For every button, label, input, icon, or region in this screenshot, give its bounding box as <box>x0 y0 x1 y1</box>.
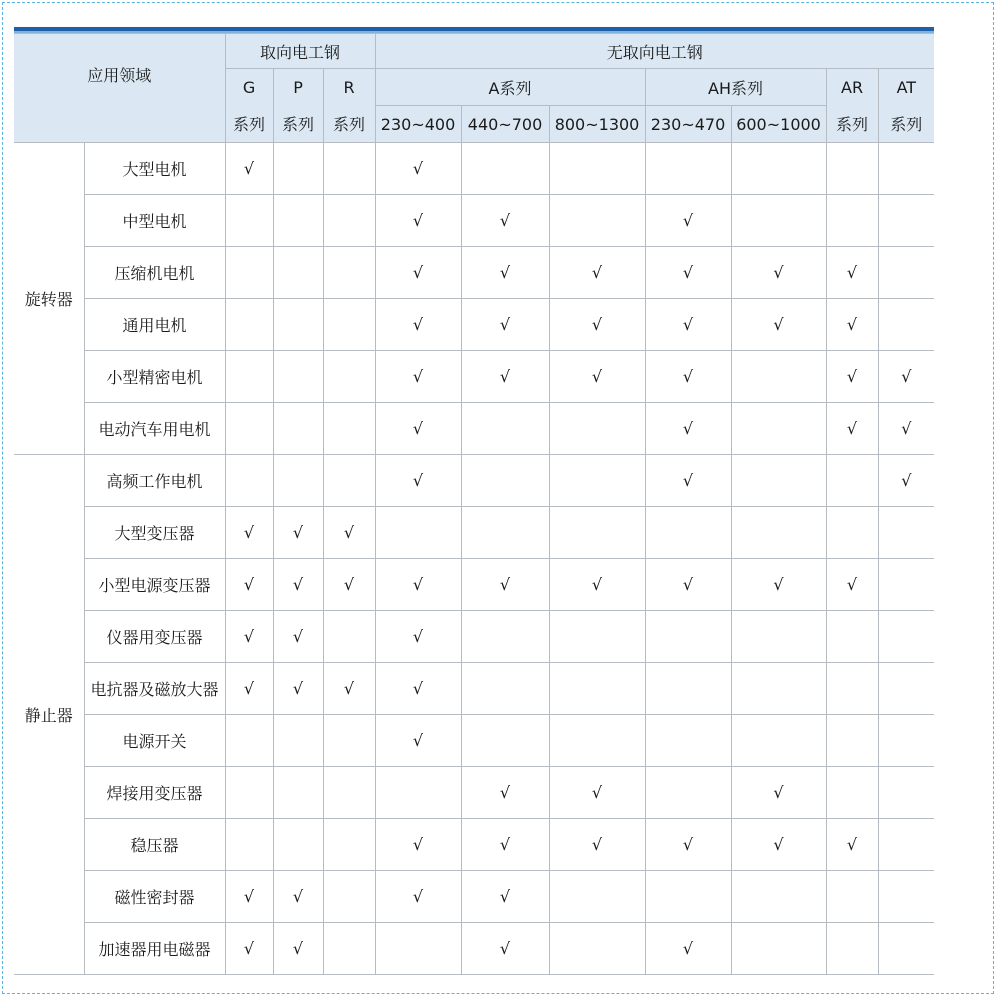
empty-cell <box>731 195 826 247</box>
empty-cell <box>461 455 549 507</box>
check-mark-icon: √ <box>499 939 511 958</box>
empty-cell <box>225 195 273 247</box>
header-series-ar: AR <box>826 69 878 106</box>
check-cell <box>375 247 461 299</box>
check-mark-icon: √ <box>499 835 511 854</box>
check-cell <box>323 663 375 715</box>
check-mark-icon: √ <box>901 471 912 490</box>
empty-cell <box>878 767 934 819</box>
check-cell <box>273 663 323 715</box>
check-mark-icon: √ <box>499 575 511 594</box>
empty-cell <box>645 767 731 819</box>
check-mark-icon: √ <box>682 835 694 854</box>
check-mark-icon: √ <box>846 315 858 334</box>
check-mark-icon: √ <box>499 263 511 282</box>
empty-cell <box>549 871 645 923</box>
check-cell <box>549 767 645 819</box>
check-cell <box>645 455 731 507</box>
empty-cell <box>323 611 375 663</box>
table-row <box>14 767 934 819</box>
table-row <box>14 611 934 663</box>
empty-cell <box>225 715 273 767</box>
category-cell: 静止器 <box>14 455 84 975</box>
empty-cell <box>878 871 934 923</box>
check-mark-icon: √ <box>682 367 694 386</box>
check-cell <box>461 767 549 819</box>
application-name: 小型电源变压器 <box>84 559 225 611</box>
empty-cell <box>461 403 549 455</box>
empty-cell <box>273 767 323 819</box>
empty-cell <box>323 247 375 299</box>
check-mark-icon: √ <box>292 523 304 542</box>
check-cell <box>826 299 878 351</box>
check-mark-icon: √ <box>846 575 858 594</box>
empty-cell <box>731 455 826 507</box>
application-name: 压缩机电机 <box>84 247 225 299</box>
check-mark-icon: √ <box>499 211 511 230</box>
check-cell <box>645 923 731 975</box>
check-cell <box>375 195 461 247</box>
empty-cell <box>826 871 878 923</box>
check-mark-icon: √ <box>591 315 603 334</box>
check-mark-icon: √ <box>412 627 424 646</box>
check-mark-icon: √ <box>682 419 694 438</box>
check-mark-icon: √ <box>846 835 858 854</box>
empty-cell <box>878 559 934 611</box>
table-row <box>14 195 934 247</box>
check-cell <box>645 299 731 351</box>
check-cell <box>273 559 323 611</box>
check-cell <box>549 247 645 299</box>
empty-cell <box>273 455 323 507</box>
header-a-range-2: 440~700 <box>461 106 549 143</box>
empty-cell <box>549 403 645 455</box>
empty-cell <box>826 767 878 819</box>
check-mark-icon: √ <box>773 315 784 334</box>
check-cell <box>273 871 323 923</box>
check-mark-icon: √ <box>343 679 355 698</box>
check-cell <box>826 819 878 871</box>
check-cell <box>375 455 461 507</box>
check-mark-icon: √ <box>682 939 694 958</box>
check-mark-icon: √ <box>243 627 255 646</box>
category-cell: 旋转器 <box>14 143 84 455</box>
empty-cell <box>273 403 323 455</box>
check-mark-icon: √ <box>499 315 511 334</box>
header-series-g: G <box>225 69 273 106</box>
check-cell <box>375 299 461 351</box>
table-row <box>14 299 934 351</box>
empty-cell <box>323 871 375 923</box>
empty-cell <box>645 715 731 767</box>
check-mark-icon: √ <box>773 783 784 802</box>
table-row <box>14 715 934 767</box>
application-name: 电源开关 <box>84 715 225 767</box>
empty-cell <box>731 663 826 715</box>
table-row <box>14 403 934 455</box>
application-name: 电动汽车用电机 <box>84 403 225 455</box>
header-series-ah: AH系列 <box>645 69 826 106</box>
check-cell <box>375 351 461 403</box>
check-cell <box>375 715 461 767</box>
empty-cell <box>461 715 549 767</box>
check-cell <box>461 195 549 247</box>
empty-cell <box>323 715 375 767</box>
header-non-oriented: 无取向电工钢 <box>375 34 934 69</box>
electrical-steel-application-table <box>14 33 934 975</box>
empty-cell <box>878 715 934 767</box>
check-cell <box>878 455 934 507</box>
check-mark-icon: √ <box>591 575 603 594</box>
check-mark-icon: √ <box>292 887 304 906</box>
check-cell <box>645 403 731 455</box>
check-mark-icon: √ <box>412 575 424 594</box>
table-row <box>14 247 934 299</box>
table-row <box>14 455 934 507</box>
check-cell <box>461 559 549 611</box>
check-cell <box>225 559 273 611</box>
empty-cell <box>731 715 826 767</box>
check-cell <box>461 247 549 299</box>
empty-cell <box>549 923 645 975</box>
header-series-r: R <box>323 69 375 106</box>
empty-cell <box>826 507 878 559</box>
check-cell <box>645 247 731 299</box>
check-cell <box>461 871 549 923</box>
check-cell <box>731 247 826 299</box>
header-domain: 应用领域 <box>14 34 225 143</box>
check-mark-icon: √ <box>243 679 255 698</box>
empty-cell <box>731 403 826 455</box>
check-mark-icon: √ <box>682 263 694 282</box>
table-body <box>14 143 934 975</box>
check-mark-icon: √ <box>412 159 424 178</box>
empty-cell <box>273 351 323 403</box>
empty-cell <box>273 247 323 299</box>
empty-cell <box>225 247 273 299</box>
table-row <box>14 143 934 195</box>
empty-cell <box>549 611 645 663</box>
check-cell <box>323 559 375 611</box>
empty-cell <box>878 507 934 559</box>
empty-cell <box>375 507 461 559</box>
check-mark-icon: √ <box>412 887 424 906</box>
empty-cell <box>826 611 878 663</box>
check-mark-icon: √ <box>591 263 603 282</box>
check-cell <box>826 351 878 403</box>
header-ah-range-2: 600~1000 <box>731 106 826 143</box>
table-row <box>14 819 934 871</box>
application-name: 稳压器 <box>84 819 225 871</box>
check-cell <box>225 923 273 975</box>
application-name: 焊接用变压器 <box>84 767 225 819</box>
empty-cell <box>878 195 934 247</box>
application-name: 大型电机 <box>84 143 225 195</box>
empty-cell <box>731 611 826 663</box>
check-mark-icon: √ <box>412 367 424 386</box>
empty-cell <box>323 351 375 403</box>
empty-cell <box>273 299 323 351</box>
application-name: 仪器用变压器 <box>84 611 225 663</box>
check-mark-icon: √ <box>412 471 424 490</box>
empty-cell <box>549 507 645 559</box>
check-cell <box>323 507 375 559</box>
check-cell <box>878 351 934 403</box>
empty-cell <box>273 819 323 871</box>
check-mark-icon: √ <box>412 679 424 698</box>
header-series-label: 系列 <box>225 106 273 143</box>
check-cell <box>375 871 461 923</box>
check-mark-icon: √ <box>682 211 694 230</box>
check-mark-icon: √ <box>682 315 694 334</box>
check-mark-icon: √ <box>682 575 694 594</box>
empty-cell <box>323 819 375 871</box>
empty-cell <box>645 143 731 195</box>
check-mark-icon: √ <box>412 263 424 282</box>
empty-cell <box>878 143 934 195</box>
check-mark-icon: √ <box>901 419 912 438</box>
empty-cell <box>323 299 375 351</box>
check-cell <box>645 195 731 247</box>
check-mark-icon: √ <box>343 575 355 594</box>
check-mark-icon: √ <box>412 731 424 750</box>
table-row <box>14 559 934 611</box>
check-mark-icon: √ <box>591 367 603 386</box>
empty-cell <box>645 507 731 559</box>
check-mark-icon: √ <box>292 575 304 594</box>
empty-cell <box>323 455 375 507</box>
empty-cell <box>878 819 934 871</box>
header-a-range-3: 800~1300 <box>549 106 645 143</box>
check-cell <box>731 767 826 819</box>
empty-cell <box>731 871 826 923</box>
check-cell <box>375 819 461 871</box>
empty-cell <box>323 767 375 819</box>
empty-cell <box>826 715 878 767</box>
check-mark-icon: √ <box>292 939 304 958</box>
check-mark-icon: √ <box>343 523 355 542</box>
check-cell <box>731 819 826 871</box>
check-mark-icon: √ <box>243 575 255 594</box>
check-mark-icon: √ <box>846 367 858 386</box>
check-mark-icon: √ <box>412 419 424 438</box>
check-mark-icon: √ <box>292 627 304 646</box>
application-name: 磁性密封器 <box>84 871 225 923</box>
check-mark-icon: √ <box>412 211 424 230</box>
header-series-label: 系列 <box>826 106 878 143</box>
empty-cell <box>225 299 273 351</box>
empty-cell <box>461 611 549 663</box>
application-name: 加速器用电磁器 <box>84 923 225 975</box>
check-cell <box>645 559 731 611</box>
empty-cell <box>645 663 731 715</box>
header-a-range-1: 230~400 <box>375 106 461 143</box>
table-row <box>14 351 934 403</box>
check-cell <box>461 923 549 975</box>
check-mark-icon: √ <box>243 159 255 178</box>
empty-cell <box>375 767 461 819</box>
check-cell <box>461 351 549 403</box>
check-cell <box>225 663 273 715</box>
check-mark-icon: √ <box>412 835 424 854</box>
check-cell <box>273 923 323 975</box>
check-mark-icon: √ <box>773 835 784 854</box>
empty-cell <box>826 923 878 975</box>
empty-cell <box>225 403 273 455</box>
check-cell <box>826 559 878 611</box>
empty-cell <box>461 663 549 715</box>
check-mark-icon: √ <box>499 783 511 802</box>
check-cell <box>375 663 461 715</box>
check-cell <box>826 247 878 299</box>
check-mark-icon: √ <box>499 367 511 386</box>
check-mark-icon: √ <box>846 263 858 282</box>
table-row <box>14 923 934 975</box>
check-cell <box>549 299 645 351</box>
check-mark-icon: √ <box>243 523 255 542</box>
empty-cell <box>323 923 375 975</box>
check-cell <box>273 611 323 663</box>
application-name: 中型电机 <box>84 195 225 247</box>
check-mark-icon: √ <box>591 783 603 802</box>
check-cell <box>273 507 323 559</box>
header-ah-range-1: 230~470 <box>645 106 731 143</box>
check-cell <box>225 143 273 195</box>
application-name: 高频工作电机 <box>84 455 225 507</box>
check-cell <box>731 299 826 351</box>
check-mark-icon: √ <box>773 575 784 594</box>
application-name: 大型变压器 <box>84 507 225 559</box>
table-row <box>14 507 934 559</box>
check-cell <box>878 403 934 455</box>
header-series-label: 系列 <box>273 106 323 143</box>
check-cell <box>375 559 461 611</box>
check-cell <box>375 143 461 195</box>
empty-cell <box>878 299 934 351</box>
check-cell <box>225 507 273 559</box>
empty-cell <box>225 455 273 507</box>
empty-cell <box>826 663 878 715</box>
empty-cell <box>549 455 645 507</box>
empty-cell <box>878 663 934 715</box>
empty-cell <box>645 871 731 923</box>
empty-cell <box>225 767 273 819</box>
empty-cell <box>375 923 461 975</box>
check-mark-icon: √ <box>773 263 784 282</box>
check-cell <box>549 559 645 611</box>
empty-cell <box>225 351 273 403</box>
empty-cell <box>549 143 645 195</box>
check-cell <box>645 351 731 403</box>
table-row <box>14 663 934 715</box>
check-mark-icon: √ <box>243 887 255 906</box>
empty-cell <box>273 195 323 247</box>
header-series-at: AT <box>878 69 934 106</box>
empty-cell <box>731 351 826 403</box>
empty-cell <box>323 403 375 455</box>
empty-cell <box>645 611 731 663</box>
empty-cell <box>273 143 323 195</box>
application-name: 小型精密电机 <box>84 351 225 403</box>
empty-cell <box>878 611 934 663</box>
empty-cell <box>731 507 826 559</box>
check-cell <box>225 611 273 663</box>
header-series-p: P <box>273 69 323 106</box>
empty-cell <box>323 195 375 247</box>
empty-cell <box>731 923 826 975</box>
check-cell <box>731 559 826 611</box>
check-cell <box>375 611 461 663</box>
header-series-a: A系列 <box>375 69 645 106</box>
empty-cell <box>549 195 645 247</box>
check-mark-icon: √ <box>243 939 255 958</box>
header-series-label: 系列 <box>323 106 375 143</box>
empty-cell <box>826 455 878 507</box>
check-mark-icon: √ <box>591 835 603 854</box>
header-oriented: 取向电工钢 <box>225 34 375 69</box>
check-mark-icon: √ <box>901 367 912 386</box>
check-mark-icon: √ <box>292 679 304 698</box>
empty-cell <box>323 143 375 195</box>
empty-cell <box>878 247 934 299</box>
check-cell <box>645 819 731 871</box>
empty-cell <box>273 715 323 767</box>
check-mark-icon: √ <box>846 419 858 438</box>
empty-cell <box>826 195 878 247</box>
check-cell <box>225 871 273 923</box>
check-cell <box>461 299 549 351</box>
application-name: 通用电机 <box>84 299 225 351</box>
check-cell <box>549 351 645 403</box>
empty-cell <box>461 143 549 195</box>
check-mark-icon: √ <box>499 887 511 906</box>
empty-cell <box>826 143 878 195</box>
check-cell <box>549 819 645 871</box>
check-mark-icon: √ <box>682 471 694 490</box>
table-header <box>14 34 934 143</box>
table-row <box>14 871 934 923</box>
empty-cell <box>461 507 549 559</box>
empty-cell <box>549 715 645 767</box>
empty-cell <box>731 143 826 195</box>
empty-cell <box>549 663 645 715</box>
check-mark-icon: √ <box>412 315 424 334</box>
check-cell <box>461 819 549 871</box>
check-cell <box>826 403 878 455</box>
header-series-label: 系列 <box>878 106 934 143</box>
empty-cell <box>225 819 273 871</box>
check-cell <box>375 403 461 455</box>
empty-cell <box>878 923 934 975</box>
application-name: 电抗器及磁放大器 <box>84 663 225 715</box>
